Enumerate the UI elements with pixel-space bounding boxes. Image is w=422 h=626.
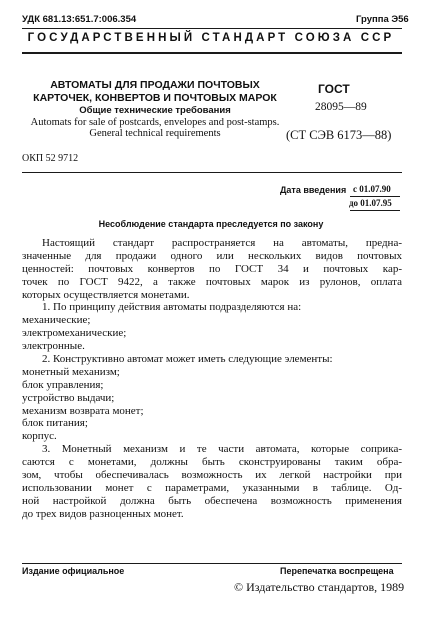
- body-line: блок управления;: [22, 378, 104, 391]
- body-line: значенные для продажи одного или нескольких видов почтовых: [22, 249, 402, 262]
- heading-rule: [22, 52, 402, 54]
- body-line: использовании монет с параметрами, указанными в таблице. Од-: [22, 481, 402, 494]
- body-line: 2. Конструктивно автомат может иметь следующие элементы:: [42, 353, 333, 366]
- st-sev-number: (СТ СЭВ 6173—88): [286, 128, 392, 142]
- body-line: корпус.: [22, 430, 57, 443]
- okp-code: ОКП 52 9712: [22, 153, 79, 164]
- legal-warning: Несоблюдение стандарта преследуется по закону: [98, 219, 324, 229]
- effective-date-from: с 01.07.90: [353, 184, 391, 194]
- document-title: АВТОМАТЫ ДЛЯ ПРОДАЖИ ПОЧТОВЫХ КАРТОЧЕК, КОНВЕРТОВ И ПОЧТОВЫХ МАРОК: [33, 79, 277, 104]
- body-line: блок питания;: [22, 417, 88, 430]
- group-code: Группа Э56: [356, 14, 409, 25]
- english-title: Automats for sale of postcards, envelopes and post-stamps. General technical requirements: [30, 117, 280, 139]
- footer-rule: [22, 563, 402, 564]
- body-line: электромеханические;: [22, 327, 127, 340]
- body-line: саются с монетами, должны быть сконструированы таким обра-: [22, 456, 402, 469]
- official-edition-label: Издание официальное: [22, 566, 125, 576]
- body-line: точек по ГОСТ 9422, а также почтовых марок из рулонов, оплата: [22, 275, 402, 288]
- date-to-underline: [350, 210, 400, 211]
- body-line: зом, чтобы обеспечивалась возможность их легкой настройки при: [22, 469, 402, 482]
- reprint-prohibited-label: Перепечатка воспрещена: [280, 566, 394, 576]
- body-line: ной настройкой должна быть обеспечена возможность применения: [22, 494, 402, 507]
- state-standard-heading: ГОСУДАРСТВЕННЫЙ СТАНДАРТ СОЮЗА ССР: [27, 32, 395, 44]
- body-line: механические;: [22, 314, 91, 327]
- document-subtitle: Общие технические требования: [79, 105, 231, 116]
- top-rule: [22, 28, 402, 29]
- date-from-underline: [350, 196, 400, 197]
- body-line: монетный механизм;: [22, 365, 120, 378]
- effective-date-to: до 01.07.95: [349, 198, 392, 208]
- body-text: [22, 237, 402, 521]
- gost-number: 28095—89: [315, 101, 367, 113]
- body-line: ценностей: почтовых конвертов по ГОСТ 34 и почтовых кар-: [22, 262, 402, 275]
- okp-rule: [22, 172, 402, 173]
- effective-date-label: Дата введения: [280, 185, 347, 195]
- body-line: 3. Монетный механизм и те части автомата, которые соприка-: [42, 443, 402, 456]
- copyright-notice: © Издательство стандартов, 1989: [234, 580, 405, 594]
- body-line: механизм возврата монет;: [22, 404, 144, 417]
- gost-label: ГОСТ: [318, 82, 350, 96]
- body-line: 1. По принципу действия автоматы подразделяются на:: [42, 301, 302, 314]
- body-line: которых осуществляется монетами.: [22, 288, 190, 301]
- udk-code: УДК 681.13:651.7:006.354: [22, 14, 137, 25]
- body-line: Настоящий стандарт распространяется на автоматы, предна-: [42, 237, 402, 249]
- body-line: до трех видов разноценных монет.: [22, 507, 184, 520]
- body-line: устройство выдачи;: [22, 391, 115, 404]
- body-line: электронные.: [22, 340, 85, 353]
